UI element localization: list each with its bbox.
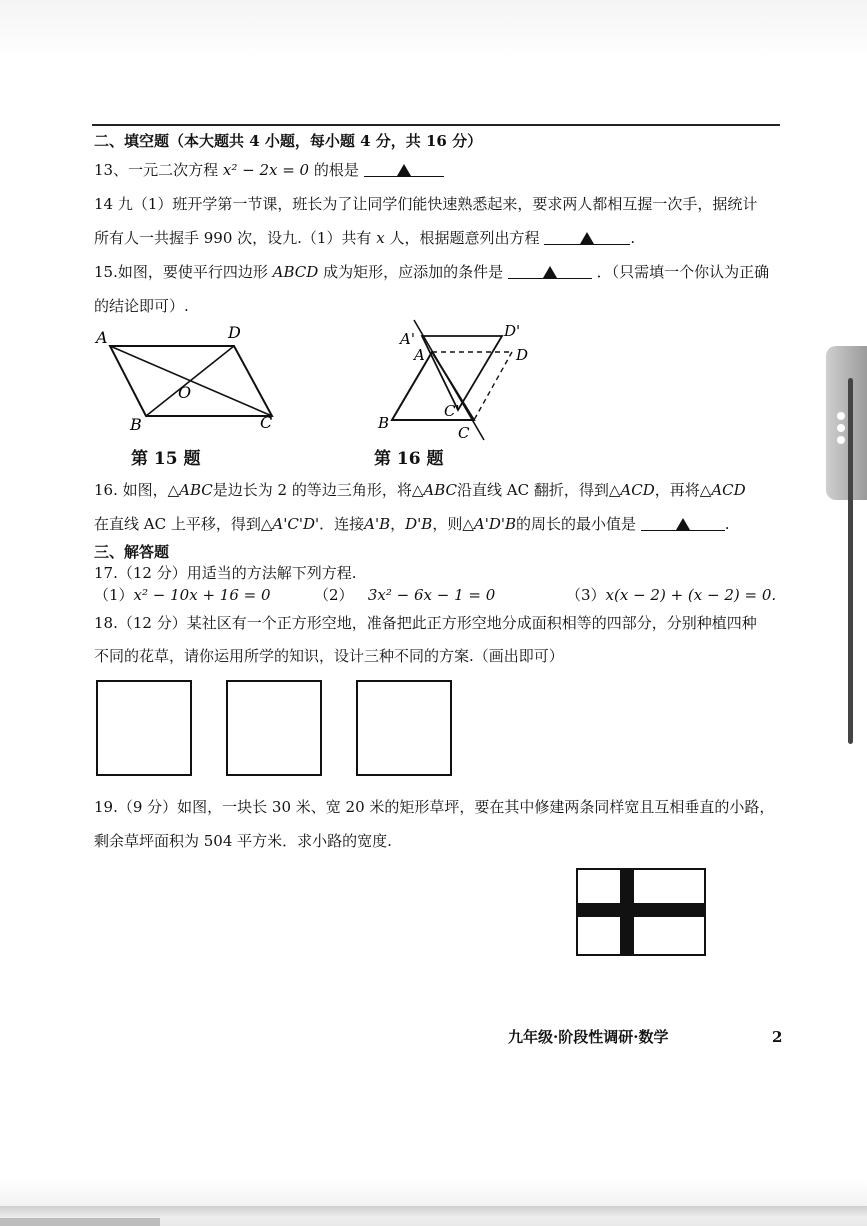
- q16-line2-mid2: ，则: [432, 515, 463, 533]
- bottom-scroll-area: [0, 1206, 867, 1218]
- q16-acd-2: △ACD: [699, 481, 746, 499]
- q17-p2-equation: 3x² − 6x − 1 = 0: [367, 586, 496, 604]
- vertical-scrollbar[interactable]: [848, 378, 853, 744]
- q16-prefix: 16. 如图，: [94, 481, 168, 499]
- design-square-3[interactable]: [356, 680, 452, 776]
- q16-mid1: 是边长为 2 的等边三角形，将: [212, 481, 412, 499]
- q17-p3-label: （3）: [566, 586, 606, 604]
- q16-answer-blank[interactable]: [641, 514, 725, 531]
- question-13: [94, 160, 444, 180]
- q15-mid: 成为矩形，应添加的条件是: [323, 263, 504, 281]
- horizontal-scrollbar[interactable]: [0, 1218, 160, 1226]
- q13-answer-blank[interactable]: [364, 160, 444, 177]
- q16-end: .: [724, 515, 730, 533]
- q13-equation: x² − 2x = 0: [222, 161, 310, 179]
- fig15-label-d: D: [228, 323, 241, 342]
- design-square-1[interactable]: [96, 680, 192, 776]
- q15-prefix: 15.如图，要使平行四边形: [94, 263, 268, 281]
- figure-15-parallelogram: [92, 322, 282, 434]
- q16-abc: △ABC: [167, 481, 213, 499]
- q14-line2-prefix: 所有人一共握手 990 次，设九.（1）共有: [94, 229, 372, 247]
- fig15-label-b: B: [130, 415, 142, 434]
- fig16-label-c-prime: C': [444, 402, 460, 420]
- fig16-label-d-prime: D': [504, 322, 521, 340]
- q17-part-2: [314, 585, 495, 605]
- q17-part-1: [94, 585, 271, 605]
- figure-16-triangles: [374, 316, 544, 444]
- design-square-2[interactable]: [226, 680, 322, 776]
- fig16-label-c: C: [458, 424, 470, 442]
- q17-p2-label: （2）: [314, 586, 354, 604]
- answer-triangle-icon: [397, 164, 411, 176]
- q14-end: .: [630, 229, 636, 247]
- q16-tri: △A'D'B: [462, 515, 516, 533]
- question-18-line-1: 18.（12 分）某社区有一个正方形空地，准备把此正方形空地分成面积相等的四部分，分别种植四种: [94, 614, 757, 632]
- figure-15-caption: 第 15 题: [131, 449, 201, 469]
- q16-line2-mid: ．连接: [319, 515, 365, 533]
- q15-suffix: ．（只需填一个你认为正确: [596, 263, 770, 281]
- q16-acd: △ACD: [608, 481, 655, 499]
- footer-title: 九年级·阶段性调研·数学: [508, 1028, 669, 1046]
- q17-p1-equation: x² − 10x + 16 = 0: [133, 586, 271, 604]
- question-14-line-2: [94, 228, 635, 248]
- question-15-line-2: 的结论即可）.: [94, 297, 189, 315]
- q14-answer-blank[interactable]: [544, 228, 630, 245]
- q16-abc-2: △ABC: [411, 481, 458, 499]
- fig16-label-d: D: [516, 346, 529, 364]
- section-rule: [92, 124, 780, 126]
- question-17-title: 17.（12 分）用适当的方法解下列方程.: [94, 564, 357, 582]
- q16-ab: A'B: [364, 515, 391, 533]
- fig16-label-b: B: [378, 414, 390, 432]
- q15-answer-blank[interactable]: [508, 262, 592, 279]
- q16-line2-prefix: 在直线 AC 上平移，得到: [94, 515, 261, 533]
- q14-variable: x: [376, 229, 385, 247]
- question-18-line-2: 不同的花草，请你运用所学的知识，设计三种不同的方案.（画出即可）: [94, 647, 564, 665]
- answer-triangle-icon: [580, 232, 594, 244]
- fig16-label-a-prime: A': [400, 330, 415, 348]
- q16-db: D'B: [405, 515, 433, 533]
- fig15-label-o: O: [178, 383, 192, 402]
- q17-p3-equation: x(x − 2) + (x − 2) = 0.: [605, 586, 777, 604]
- q17-part-3: [566, 585, 776, 605]
- q14-line2-mid: 人，根据题意列出方程: [389, 229, 540, 247]
- question-19-line-1: 19.（9 分）如图，一块长 30 米、宽 20 米的矩形草坪，要在其中修建两条同样宽且互相垂直的小路，: [94, 798, 775, 816]
- answer-triangle-icon: [543, 266, 557, 278]
- q16-mid2: 沿直线 AC 翻折，得到: [457, 481, 609, 499]
- q16-comma: ，: [390, 515, 406, 533]
- fig15-label-a: A: [96, 328, 108, 347]
- q15-shape: ABCD: [272, 263, 319, 281]
- page-number: 2: [772, 1028, 783, 1046]
- question-14-line-1: 14 九（1）班开学第一节课，班长为了让同学们能快速熟悉起来，要求两人都相互握一次手，据统计: [94, 195, 758, 213]
- drag-handle-icon[interactable]: [837, 408, 847, 448]
- q13-suffix: 的根是: [313, 161, 359, 179]
- question-16-line-2: [94, 514, 730, 534]
- q16-acd-3: △A'C'D': [260, 515, 320, 533]
- fig15-label-c: C: [260, 413, 273, 432]
- question-15-line-1: [94, 262, 769, 282]
- q16-line2-suffix: 的周长的最小值是: [516, 515, 637, 533]
- section-3-title: 三、解答题: [94, 543, 170, 561]
- q13-prefix: 13、一元二次方程: [94, 161, 219, 179]
- q16-mid3: ，再将: [654, 481, 700, 499]
- figure-19-lawn-paths: [576, 868, 707, 956]
- figure-16-caption: 第 16 题: [374, 449, 444, 469]
- question-16-line-1: [94, 480, 746, 500]
- fig16-label-a: A: [414, 346, 425, 364]
- section-2-title: 二、填空题（本大题共 4 小题，每小题 4 分，共 16 分）: [94, 132, 483, 150]
- q17-p1-label: （1）: [94, 586, 134, 604]
- answer-triangle-icon: [676, 518, 690, 530]
- question-19-line-2: 剩余草坪面积为 504 平方米．求小路的宽度.: [94, 832, 392, 850]
